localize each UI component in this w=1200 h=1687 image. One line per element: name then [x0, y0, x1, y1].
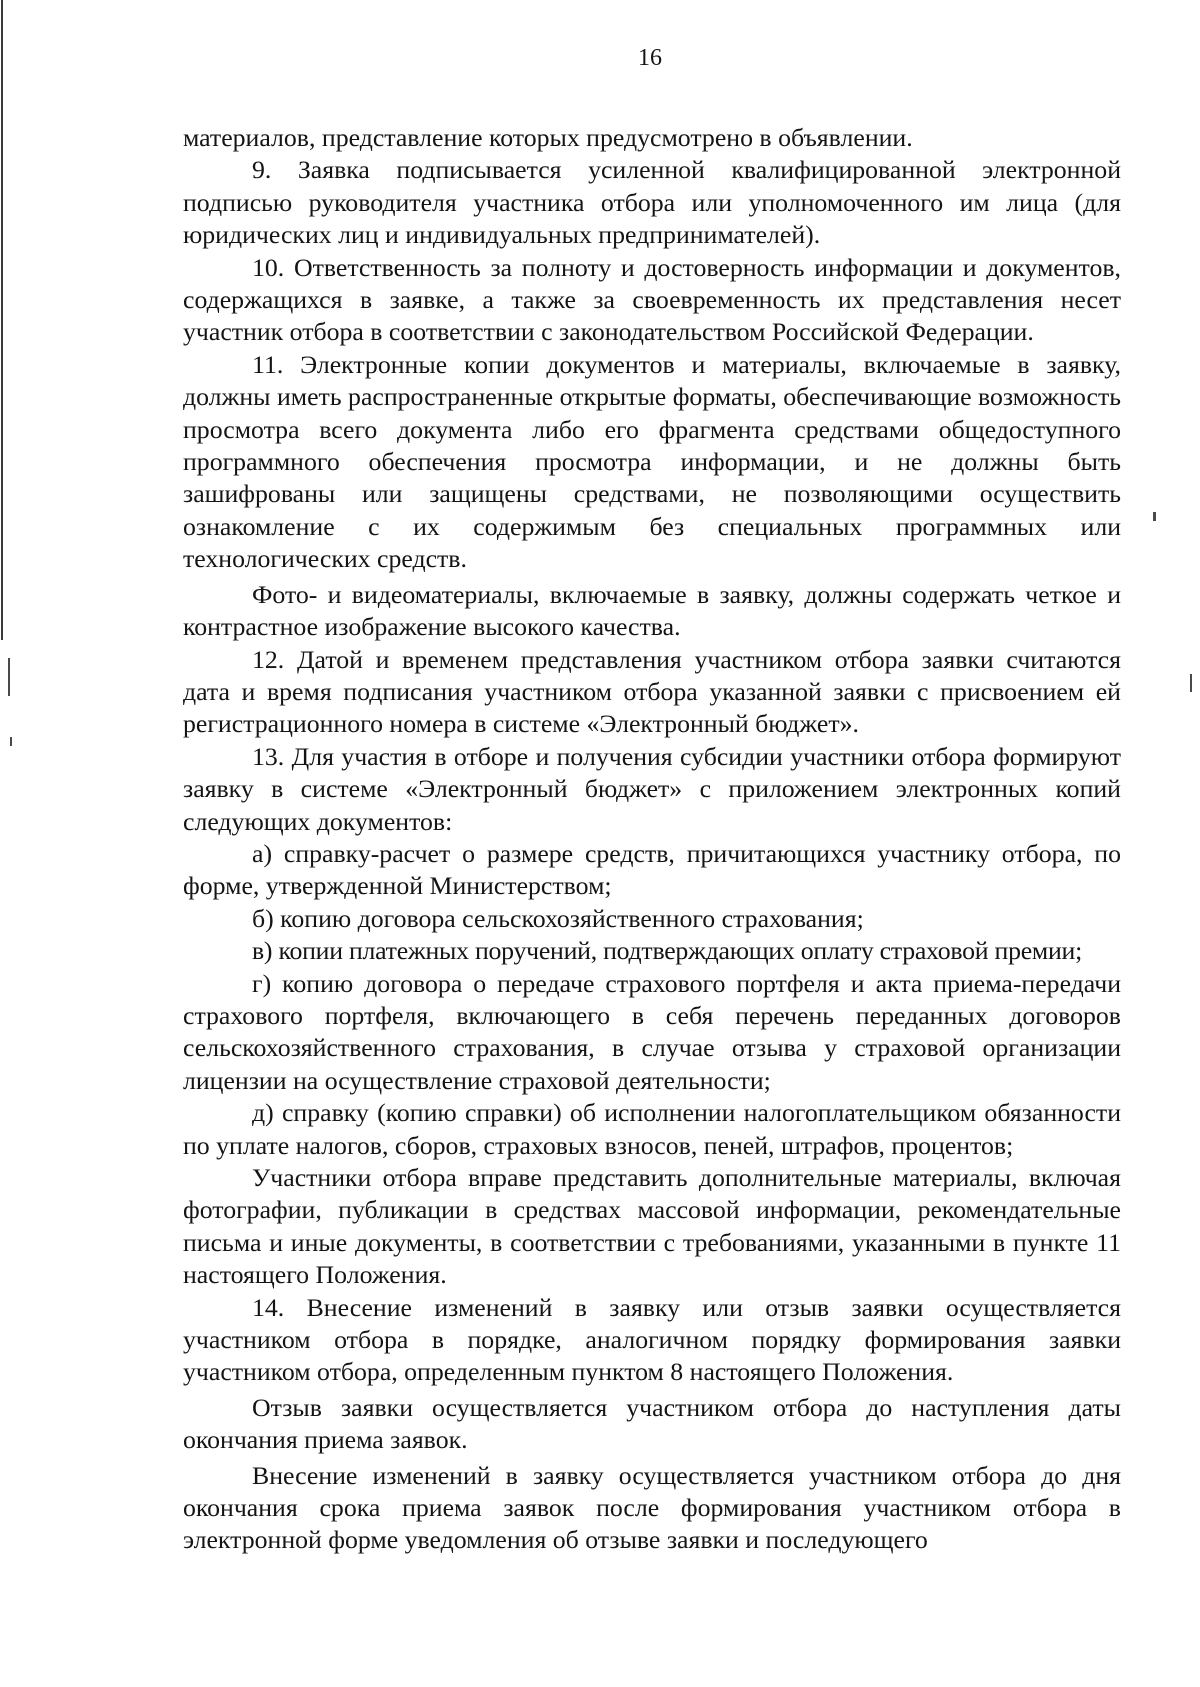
paragraph-item-13-a: а) справку-расчет о размере средств, причитающихся участнику отбора, по форме, утвержденной Министерством; [183, 838, 1121, 901]
scan-mark [8, 658, 10, 696]
paragraph-item-13: 13. Для участия в отборе и получения субсидии участники отбора формируют заявку в системе «Электронный бюджет» с приложением электронных копий следующих документов: [183, 741, 1121, 836]
paragraph-item-11: 11. Электронные копии документов и материалы, включаемые в заявку, должны иметь распространенные открытые форматы, обеспечивающие возможность просмотра всего документа либо его фрагмента средствами общедоступного программного обеспечения просмотра информации, и не должны быть зашифрованы или защищены средствами, не позволяющими осуществить ознакомление с их содержимым без специальных программных или технологических средств. [183, 349, 1121, 574]
document-body [183, 122, 1121, 1557]
scan-mark [1190, 674, 1192, 692]
paragraph-item-14: 14. Внесение изменений в заявку или отзыв заявки осуществляется участником отбора в порядке, аналогичном порядку формирования заявки участником отбора, определенным пунктом 8 настоящего Положения. [183, 1292, 1121, 1387]
paragraph-item-10: 10. Ответственность за полноту и достоверность информации и документов, содержащихся в заявке, а также за своевременность их представления несет участник отбора в соответствии с законодательством Российской Федерации. [183, 252, 1121, 347]
paragraph-item-9: 9. Заявка подписывается усиленной квалифицированной электронной подписью руководителя участника отбора или уполномоченного им лица (для юридических лиц и индивидуальных предпринимателей). [183, 155, 1121, 250]
paragraph-additional-materials: Участники отбора вправе представить дополнительные материалы, включая фотографии, публикации в средствах массовой информации, рекомендательные письма и иные документы, в соответствии с требованиями, указанными в пункте 11 настоящего Положения. [183, 1163, 1121, 1290]
paragraph-item-11-photo: Фото- и видеоматериалы, включаемые в заявку, должны содержать четкое и контрастное изображение высокого качества. [183, 579, 1121, 642]
paragraph-withdrawal: Отзыв заявки осуществляется участником отбора до наступления даты окончания приема заявок. [183, 1392, 1121, 1455]
paragraph-amendment: Внесение изменений в заявку осуществляется участником отбора до дня окончания срока приема заявок после формирования участником отбора в электронной форме уведомления об отзыве заявки и последующего [183, 1460, 1121, 1555]
scan-mark [1153, 512, 1156, 521]
scan-edge-left [1, 0, 3, 640]
paragraph-item-13-g: г) копию договора о передаче страхового портфеля и акта приема-передачи страхового портфеля, включающего в себя перечень переданных договоров сельскохозяйственного страхования, в случае отзыва у страховой организации лицензии на осуществление страховой деятельности; [183, 968, 1121, 1095]
page-number: 16 [638, 45, 662, 71]
paragraph-item-13-v: в) копии платежных поручений, подтверждающих оплату страховой премии; [252, 936, 1083, 966]
paragraph-item-13-d: д) справку (копию справки) об исполнении налогоплательщиком обязанности по уплате налогов, сборов, страховых взносов, пеней, штрафов, процентов; [183, 1098, 1121, 1160]
scan-mark [10, 737, 12, 746]
paragraph-item-12: 12. Датой и временем представления участником отбора заявки считаются дата и время подписания участником отбора указанной заявки с присвоением ей регистрационного номера в системе «Электронный бюджет». [183, 644, 1121, 739]
paragraph-item-13-b: б) копию договора сельскохозяйственного страхования; [252, 903, 864, 933]
paragraph-continuation: материалов, представление которых предусмотрено в объявлении. [183, 123, 913, 152]
